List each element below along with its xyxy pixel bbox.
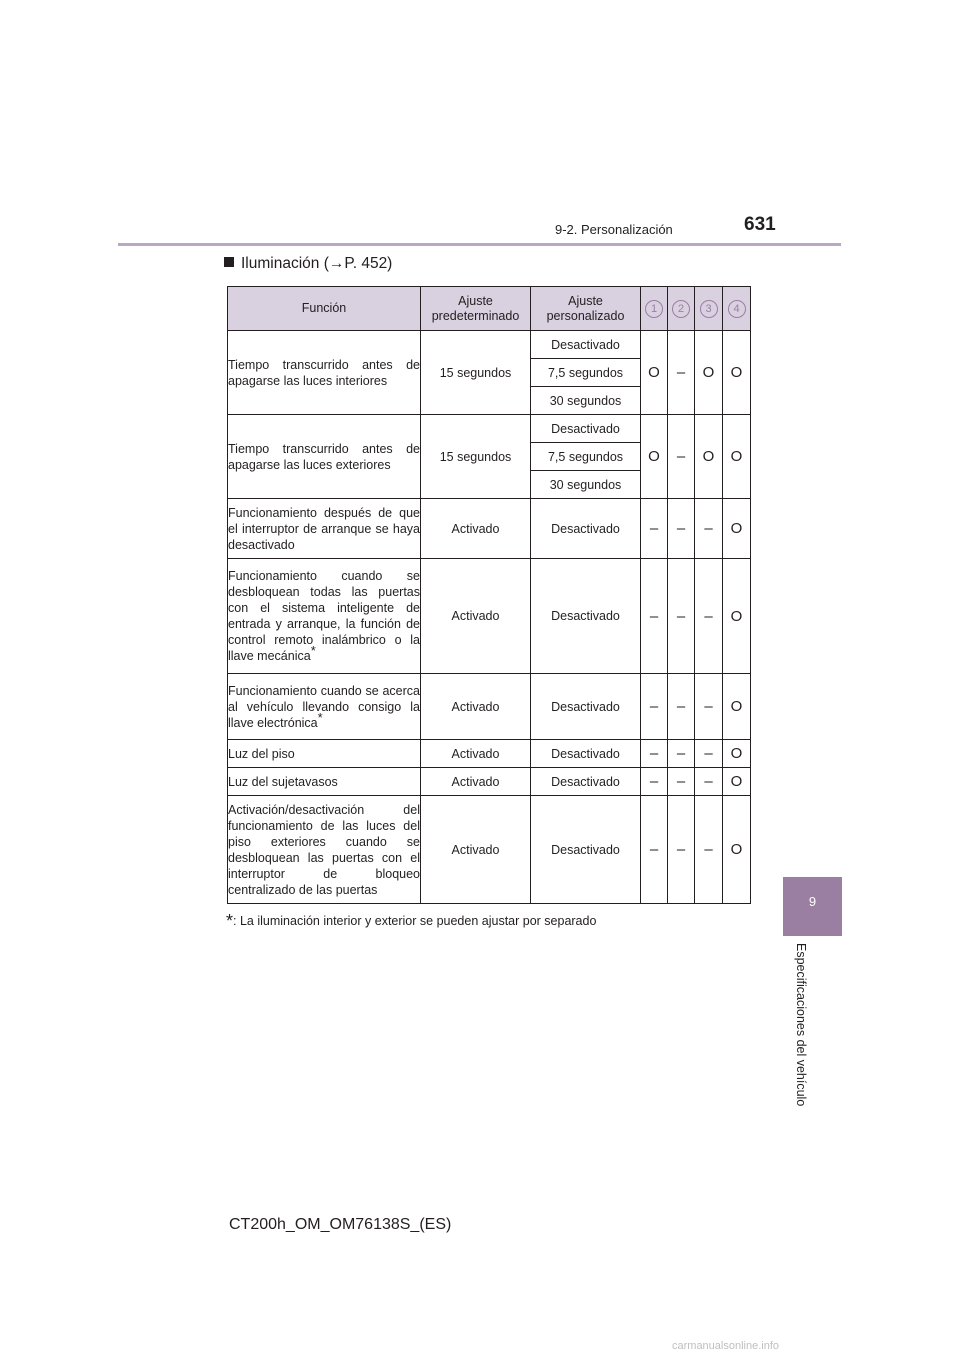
default-cell: Activado — [421, 796, 531, 904]
default-cell: Activado — [421, 674, 531, 740]
header-num-2 — [668, 287, 695, 331]
watermark: carmanualsonline.info — [672, 1340, 780, 1352]
mark-cell: – — [641, 740, 668, 768]
mark-cell: O — [641, 415, 668, 499]
function-text: Luz del piso — [228, 746, 295, 761]
mark-cell: – — [695, 499, 723, 559]
header-predeterminado: Ajuste predeterminado — [421, 287, 531, 331]
option-cell: 7,5 segundos — [531, 443, 641, 471]
section-heading — [224, 255, 392, 273]
page-number: 631 — [744, 214, 776, 235]
mark-cell: – — [668, 499, 695, 559]
header-funcion: Función — [228, 287, 421, 331]
header-section-title: 9-2. Personalización — [555, 222, 673, 237]
option-cell: 7,5 segundos — [531, 359, 641, 387]
mark-cell: – — [641, 559, 668, 674]
option-cell: Desactivado — [531, 674, 641, 740]
option-cell: 30 segundos — [531, 471, 641, 499]
table-row — [228, 559, 751, 674]
default-cell: Activado — [421, 768, 531, 796]
num-badge-3: 3 — [700, 300, 718, 318]
option-cell: Desactivado — [531, 331, 641, 359]
function-cell — [228, 796, 421, 904]
function-cell — [228, 674, 421, 740]
mark-cell: – — [668, 559, 695, 674]
default-cell: 15 segundos — [421, 415, 531, 499]
settings-table — [227, 286, 751, 904]
mark-cell: – — [668, 331, 695, 415]
mark-cell: – — [695, 559, 723, 674]
function-cell: Tiempo transcurrido antes de apagarse las luces exteriores — [228, 415, 421, 499]
option-cell: Desactivado — [531, 559, 641, 674]
function-text: Luz del sujetavasos — [228, 774, 338, 789]
mark-cell: – — [641, 768, 668, 796]
table-row — [228, 796, 751, 904]
mark-cell: – — [668, 768, 695, 796]
mark-cell: O — [723, 740, 751, 768]
default-cell: Activado — [421, 499, 531, 559]
mark-cell: O — [723, 796, 751, 904]
mark-cell: – — [695, 796, 723, 904]
header-num-4 — [723, 287, 751, 331]
section-heading-text: Iluminación (→P. 452) — [241, 255, 393, 272]
header-num-3 — [695, 287, 723, 331]
mark-cell: – — [668, 740, 695, 768]
asterisk-mark: * — [310, 642, 316, 658]
default-cell: Activado — [421, 559, 531, 674]
table-header-row — [228, 287, 751, 331]
chapter-label: Especificaciones del vehículo — [794, 943, 808, 1107]
document-code: CT200h_OM_OM76138S_(ES) — [229, 1216, 452, 1233]
mark-cell: – — [695, 674, 723, 740]
footnote-text: : La iluminación interior y exterior se pueden ajustar por separado — [233, 914, 597, 928]
default-cell: Activado — [421, 740, 531, 768]
header-num-1 — [641, 287, 668, 331]
mark-cell: – — [641, 796, 668, 904]
footnote — [226, 911, 596, 932]
option-cell: Desactivado — [531, 740, 641, 768]
table-row — [228, 768, 751, 796]
mark-cell: – — [641, 674, 668, 740]
function-cell — [228, 740, 421, 768]
header-personalizado: Ajuste personalizado — [531, 287, 641, 331]
table-row — [228, 740, 751, 768]
table-row — [228, 499, 751, 559]
mark-cell: – — [695, 740, 723, 768]
header-divider — [118, 243, 841, 246]
mark-cell: O — [723, 559, 751, 674]
table-row — [228, 415, 751, 443]
mark-cell: O — [723, 499, 751, 559]
function-cell — [228, 559, 421, 674]
num-badge-1: 1 — [645, 300, 663, 318]
option-cell: 30 segundos — [531, 387, 641, 415]
function-cell — [228, 499, 421, 559]
asterisk-mark: * — [317, 709, 323, 725]
function-cell: Tiempo transcurrido antes de apagarse las luces interiores — [228, 331, 421, 415]
mark-cell: – — [641, 499, 668, 559]
function-text: Funcionamiento cuando se desbloquean todas las puertas con el sistema inteligente de entrada y arranque, la función de control remoto inalámbrico o la llave mecánica — [228, 569, 420, 663]
table-row — [228, 674, 751, 740]
chapter-tab — [783, 877, 842, 936]
num-badge-4: 4 — [728, 300, 746, 318]
option-cell: Desactivado — [531, 796, 641, 904]
function-cell — [228, 768, 421, 796]
num-badge-2: 2 — [672, 300, 690, 318]
chapter-number: 9 — [808, 894, 817, 909]
mark-cell: O — [641, 331, 668, 415]
function-text: Activación/desactivación del funcionamiento de las luces del piso exteriores cuando se desbloquean las puertas con el interruptor de bloqueo centralizado de las puertas — [228, 802, 420, 897]
mark-cell: O — [723, 331, 751, 415]
option-cell: Desactivado — [531, 499, 641, 559]
function-text: Funcionamiento después de que el interruptor de arranque se haya desactivado — [228, 505, 420, 552]
option-cell: Desactivado — [531, 768, 641, 796]
footnote-asterisk: * — [226, 911, 234, 931]
mark-cell: O — [695, 331, 723, 415]
default-cell: 15 segundos — [421, 331, 531, 415]
mark-cell: – — [695, 768, 723, 796]
mark-cell: O — [695, 415, 723, 499]
mark-cell: – — [668, 674, 695, 740]
option-cell: Desactivado — [531, 415, 641, 443]
mark-cell: O — [723, 674, 751, 740]
table-row — [228, 331, 751, 359]
square-bullet-icon — [224, 257, 234, 267]
mark-cell: O — [723, 415, 751, 499]
function-text: Funcionamiento cuando se acerca al vehículo llevando consigo la llave electrónica — [228, 683, 420, 730]
mark-cell: – — [668, 796, 695, 904]
mark-cell: – — [668, 415, 695, 499]
mark-cell: O — [723, 768, 751, 796]
